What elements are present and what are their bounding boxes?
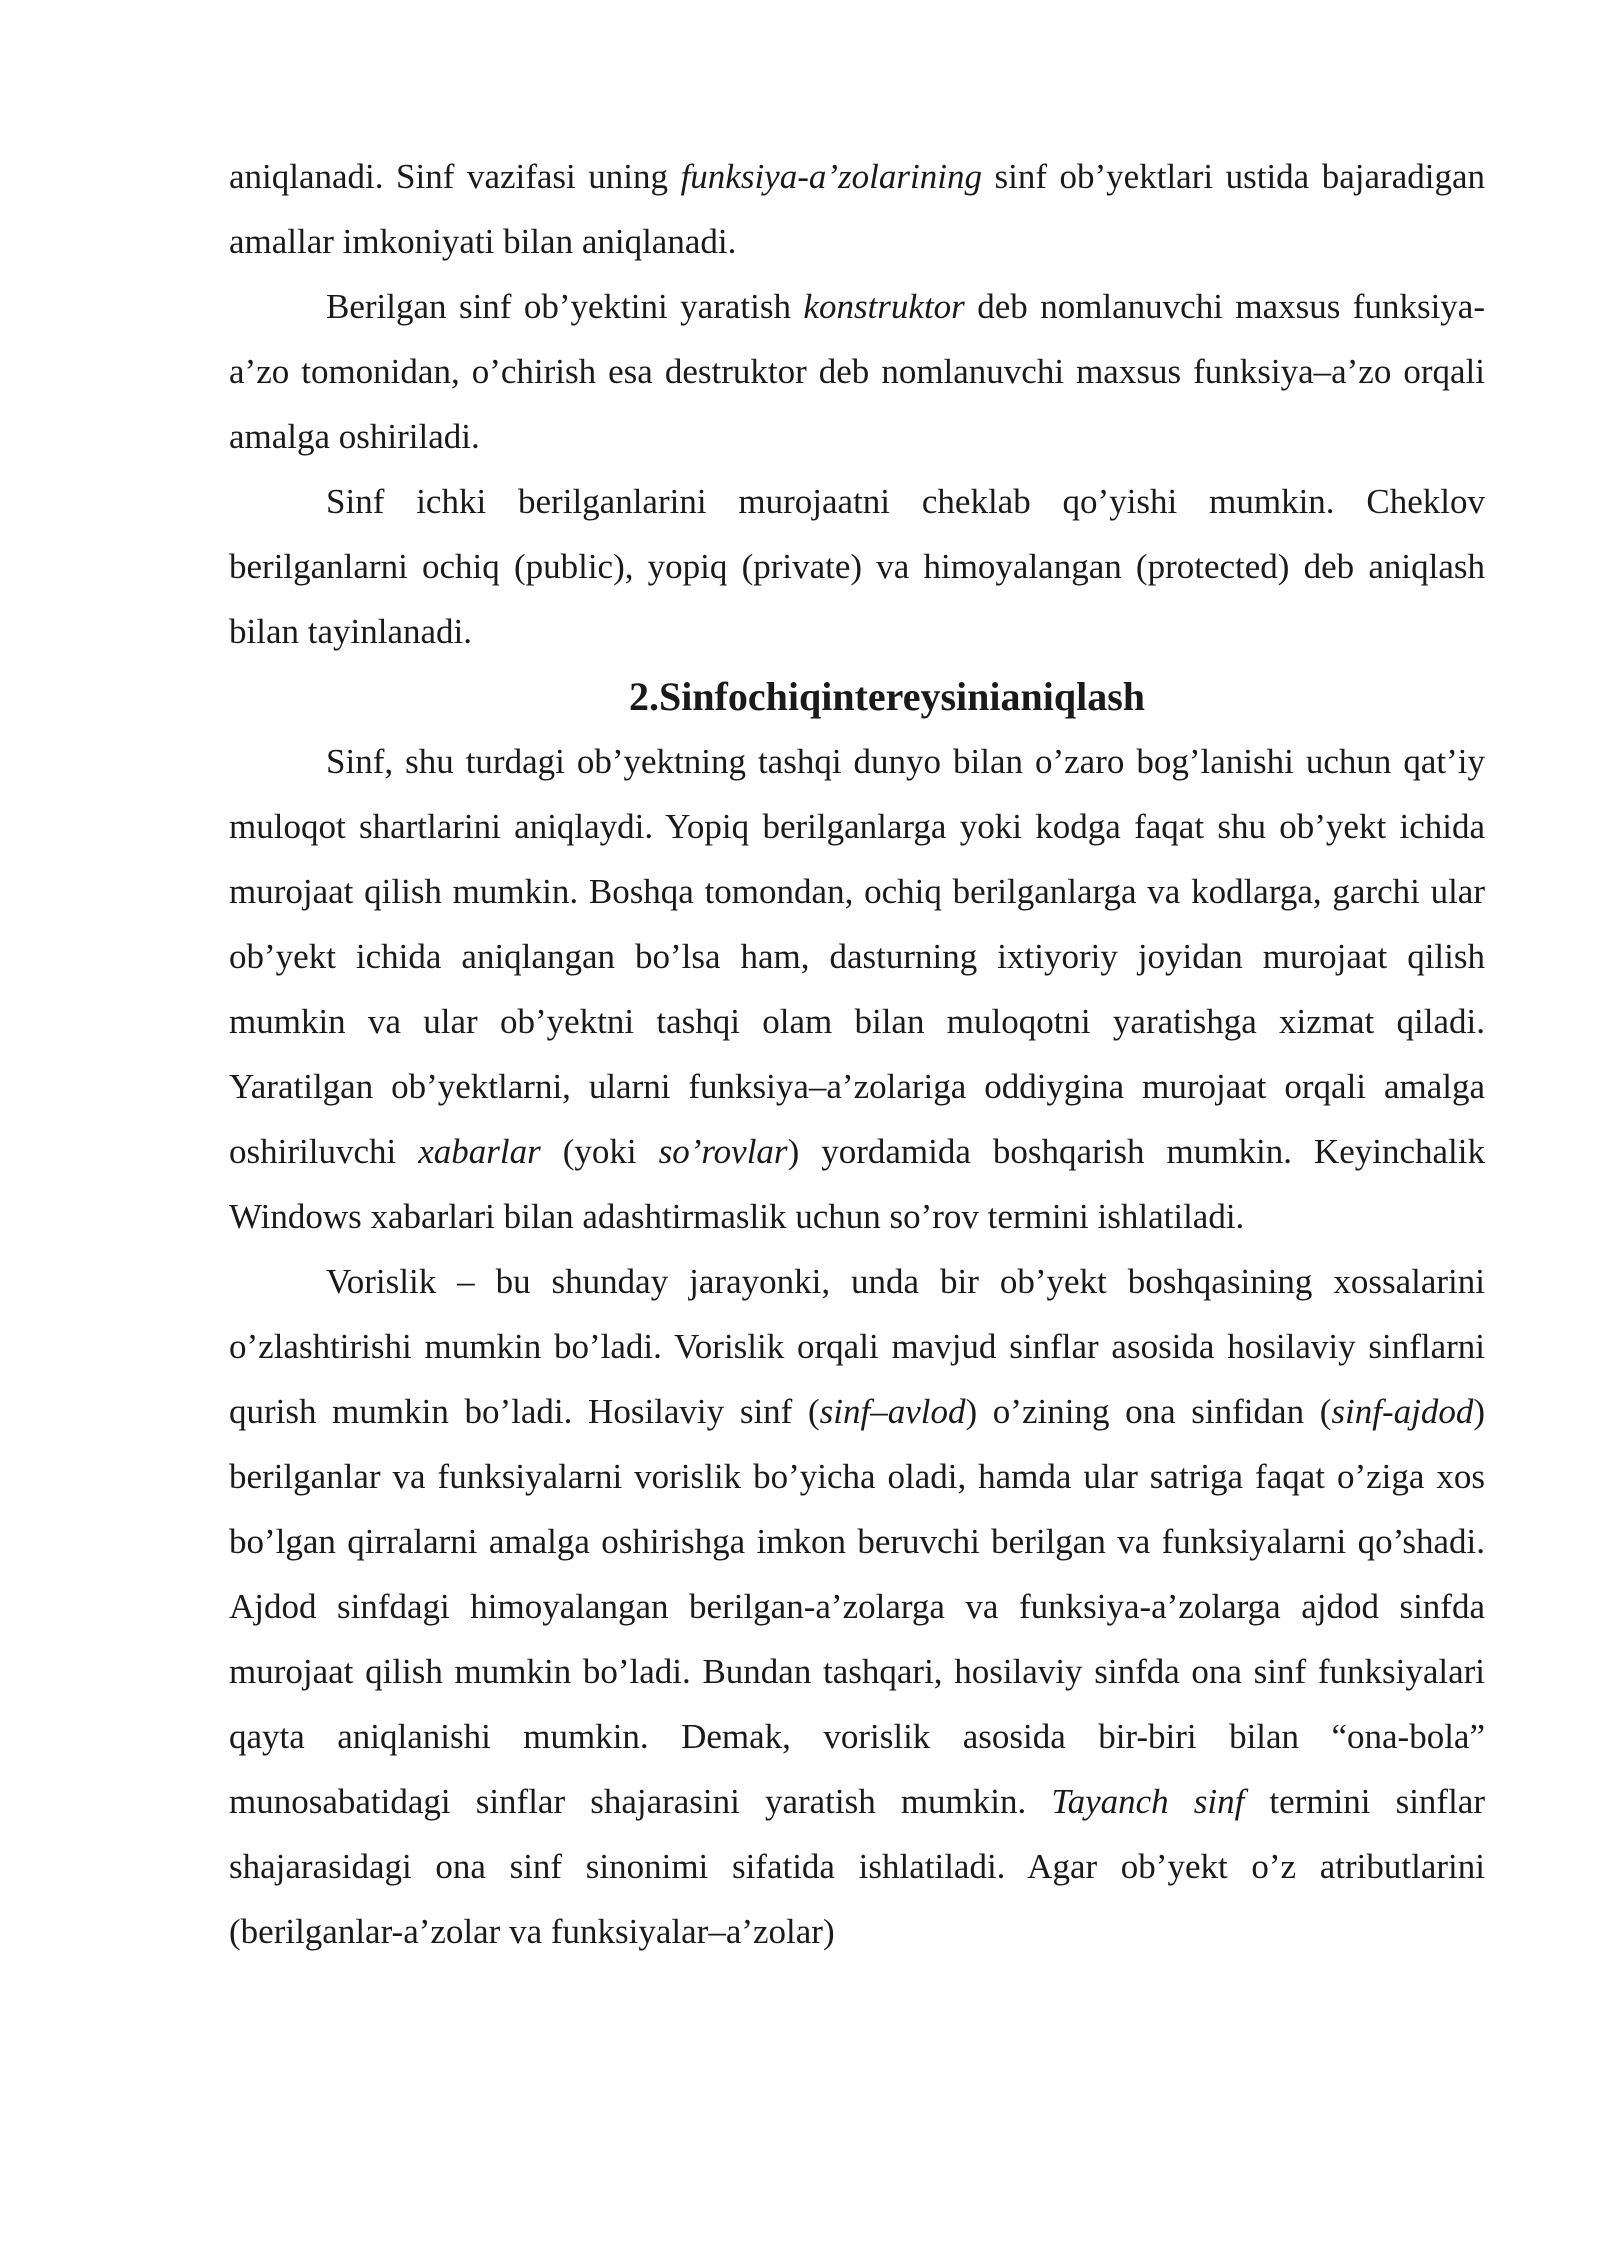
section-heading: 2.Sinfochiqintereysinianiqlash — [628, 674, 1146, 719]
italic-term: funksiya-a’zolarining — [680, 157, 982, 196]
italic-term: sinf–avlod — [819, 1392, 966, 1431]
paragraph-text: deb nomlanuvchi maxsus funksiya-a’zo tomonidan, o’chirish esa destruktor deb nomlanuvchi maxsus funksiya–a’zo orqali amalga oshiriladi. — [229, 287, 1485, 456]
paragraph-p2 — [229, 274, 1485, 469]
italic-term: Tayanch sinf — [1051, 1782, 1245, 1821]
paragraph-text: aniqlanadi. Sinf vazifasi uning — [229, 157, 681, 196]
italic-term: xabarlar — [418, 1132, 541, 1171]
paragraph-text: ) yordamida boshqarish mumkin. Keyinchalik Windows xabarlari bilan adashtirmaslik uchun so’rov termini ishlatiladi. — [229, 1132, 1485, 1236]
document-page — [229, 144, 1485, 1964]
paragraph-text: Sinf ichki berilganlarini murojaatni cheklab qo’yishi mumkin. Cheklov berilganlarni ochiq (public), yopiq (private) va himoyalangan (protected) deb aniqlash bilan tayinlanadi. — [229, 482, 1485, 651]
paragraph-text: sinf ob’yektlari ustida bajaradigan amallar imkoniyati bilan aniqlanadi. — [229, 157, 1485, 261]
paragraph-text: ) berilganlar va funksiyalarni vorislik bo’yicha oladi, hamda ular satriga faqat o’ziga xos bo’lgan qirralarni amalga oshirishga imkon beruvchi berilgan va funksiyalarni qo’shadi. Ajdod sinfdagi himoyalangan berilgan-a’zolarga va funksiya-a’zolarga ajdod sinfda murojaat qilish mumkin bo’ladi. Bundan tashqari, hosilaviy sinfda ona sinf funksiyalari qayta aniqlanishi mumkin. Demak, vorislik asosida bir-biri bilan “ona-bola” munosabatidagi sinflar shajarasini yaratish mumkin. — [229, 1392, 1485, 1821]
paragraph-p5 — [229, 1249, 1485, 1964]
paragraphs-before-heading — [229, 144, 1485, 664]
paragraph-p3 — [229, 469, 1485, 664]
paragraph-text: Sinf, shu turdagi ob’yektning tashqi dunyo bilan o’zaro bog’lanishi uchun qat’iy muloqot shartlarini aniqlaydi. Yopiq berilganlarga yoki kodga faqat shu ob’yekt ichida murojaat qilish mumkin. Boshqa tomondan, ochiq berilganlarga va kodlarga, garchi ular ob’yekt ichida aniqlangan bo’lsa ham, dasturning ixtiyoriy joyidan murojaat qilish mumkin va ular ob’yektni tashqi olam bilan muloqotni yaratishga xizmat qiladi. Yaratilgan ob’yektlarni, ularni funksiya–a’zolariga oddiygina murojaat orqali amalga oshiriluvchi — [229, 742, 1485, 1171]
paragraph-text: Berilgan sinf ob’yektini yaratish — [326, 287, 804, 326]
paragraph-text: termini sinflar shajarasidagi ona sinf sinonimi sifatida ishlatiladi. Agar ob’yekt o’z atributlarini (berilganlar-a’zolar va funksiyalar–a’zolar) — [229, 1782, 1485, 1951]
paragraph-text: ) o’zining ona sinfidan ( — [965, 1392, 1332, 1431]
italic-term: sinf-ajdod — [1331, 1392, 1474, 1431]
paragraph-p1 — [229, 144, 1485, 274]
italic-term: so’rovlar — [658, 1132, 788, 1171]
paragraph-text: (yoki — [540, 1132, 659, 1171]
paragraph-p4 — [229, 729, 1485, 1249]
italic-term: konstruktor — [803, 287, 965, 326]
paragraphs-after-heading — [229, 729, 1485, 1964]
paragraph-text: Vorislik – bu shunday jarayonki, unda bir ob’yekt boshqasining xossalarini o’zlashtirishi mumkin bo’ladi. Vorislik orqali mavjud sinflar asosida hosilaviy sinflarni qurish mumkin bo’ladi. Hosilaviy sinf ( — [229, 1262, 1485, 1431]
